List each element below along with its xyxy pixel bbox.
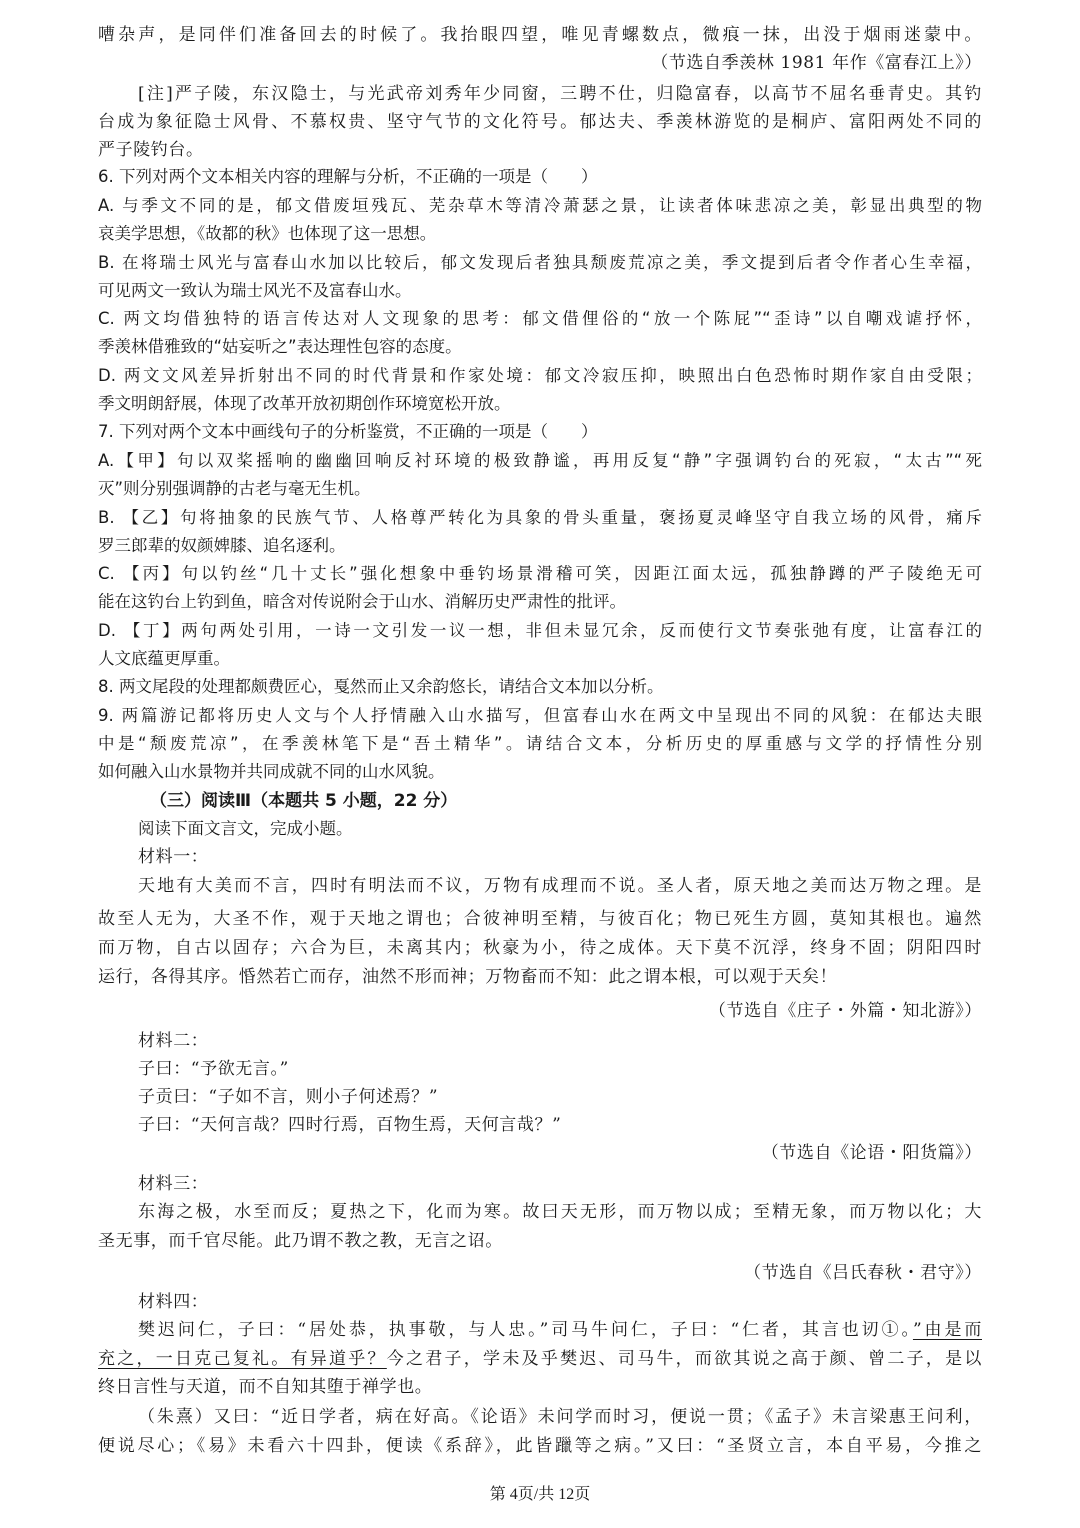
q9-stem-cont: 中是“颓废荒凉”，在季羡林笔下是“吾土精华”。请结合文本，分析历史的厚重感与文学的抒情性分别 — [98, 734, 982, 753]
q6-option-a-cont: 哀美学思想，《故都的秋》也体现了这一思想。 — [98, 224, 437, 243]
material-4-line — [98, 1345, 982, 1373]
material-4-line: 便说尽心；《易》未看六十四卦，便读《系辞》，此皆躐等之病。”又曰：“圣贤立言，本自平易，今推之 — [98, 1436, 982, 1456]
q7-stem: 7. 下列对两个文本中画线句子的分析鉴赏，不正确的一项是（ ） — [98, 422, 598, 441]
material-3-label: 材料三： — [138, 1174, 209, 1194]
material-3-source: （节选自《吕氏春秋・君守》） — [744, 1263, 982, 1283]
material-3-line: 圣无事，而千官尽能。此乃谓不教之教，无言之诏。 — [98, 1231, 503, 1251]
q7-option-d-cont: 人文底蕴更厚重。 — [98, 649, 230, 668]
page-number: 第 4页/共 12页 — [489, 1486, 591, 1503]
q8-stem: 8. 两文尾段的处理都颇费匠心，戛然而止又余韵悠长，请结合文本加以分析。 — [98, 677, 664, 696]
q9-stem: 9. 两篇游记都将历史人文与个人抒情融入山水描写，但富春山水在两文中呈现出不同的风貌：在郁达夫眼 — [98, 706, 982, 725]
material-4-label: 材料四： — [138, 1292, 209, 1312]
q6-option-d: D. 两文文风差异折射出不同的时代背景和作家处境：郁文冷寂压抑，映照出白色恐怖时期作家自由受限； — [98, 366, 982, 385]
q7-option-a-cont: 灭”则分别强调静的古老与毫无生机。 — [98, 479, 371, 498]
material-1-line: 而万物，自古以固存；六合为巨，未离其内；秋豪为小，待之成体。天下莫不沉浮，终身不固；阴阳四时 — [98, 938, 982, 958]
note-line: 严子陵钓台。 — [98, 140, 204, 160]
material-1-source: （节选自《庄子・外篇・知北游》） — [708, 1001, 982, 1021]
material-1-line: 运行，各得其序。惛然若亡而存，油然不形而神；万物畜而不知：此之谓本根，可以观于天矣！ — [98, 967, 838, 987]
q6-stem: 6. 下列对两个文本相关内容的理解与分析，不正确的一项是（ ） — [98, 167, 598, 186]
q6-option-a: A. 与季文不同的是，郁文借废垣残瓦、芜杂草木等清冷萧瑟之景，让读者体味悲凉之美，彰显出典型的物 — [98, 196, 982, 215]
q7-option-c-cont: 能在这钓台上钓到鱼，暗含对传说附会于山水、消解历史严肃性的批评。 — [98, 592, 626, 611]
material-2-source: （节选自《论语・阳货篇》） — [761, 1143, 982, 1163]
underlined-sentence: 充之，一日克己复礼。有异道乎？ — [98, 1349, 387, 1369]
underlined-sentence: ”由是而 — [912, 1320, 982, 1340]
passage-source: （节选自季羡林 1981 年作《富春江上》） — [651, 53, 982, 73]
material-1-line: 天地有大美而不言，四时有明法而不议，万物有成理而不说。圣人者，原天地之美而达万物之理。是 — [138, 876, 982, 896]
q6-option-b: B. 在将瑞士风光与富春山水加以比较后，郁文发现后者独具颓废荒凉之美，季文提到后者令作者心生幸福， — [98, 253, 982, 272]
q7-option-b: B. 【乙】句将抽象的民族气节、人格尊严转化为具象的骨头重量，褒扬夏灵峰坚守自我立场的风骨，痛斥 — [98, 508, 982, 527]
q6-option-d-cont: 季文明朗舒展，体现了改革开放初期创作环境宽松开放。 — [98, 394, 511, 413]
q7-option-a: A.【甲】句以双桨摇响的幽幽回响反衬环境的极致静谧，再用反复“静”字强调钓台的死寂，“太古”“死 — [98, 451, 982, 470]
material-4-line: 终日言性与天道，而不自知其堕于禅学也。 — [98, 1377, 433, 1397]
q9-stem-cont: 如何融入山水景物并共同成就不同的山水风貌。 — [98, 762, 445, 781]
material-2-line: 子曰：“予欲无言。” — [138, 1059, 289, 1079]
passage-line: 嘈杂声，是同伴们准备回去的时候了。我抬眼四望，唯见青螺数点，微痕一抹，出没于烟雨迷蒙中。 — [98, 25, 982, 45]
note-line: [注]严子陵，东汉隐士，与光武帝刘秀年少同窗，三聘不仕，归隐富春，以高节不屈名垂青史。其钓 — [138, 84, 982, 104]
material-2-label: 材料二： — [138, 1031, 209, 1051]
note-line: 台成为象征隐士风骨、不慕权贵、坚守气节的文化符号。郁达夫、季羡林游览的是桐庐、富阳两处不同的 — [98, 112, 982, 132]
q7-option-c: C. 【丙】句以钓丝“几十丈长”强化想象中垂钓场景滑稽可笑，因距江面太远，孤独静蹲的严子陵绝无可 — [98, 564, 982, 583]
material-3-line: 东海之极，水至而反；夏热之下，化而为寒。故曰天无形，而万物以成；至精无象，而万物以化；大 — [138, 1202, 982, 1222]
q6-option-b-cont: 可见两文一致认为瑞士风光不及富春山水。 — [98, 281, 412, 300]
q7-option-d: D. 【丁】两句两处引用，一诗一文引发一议一想，非但未显冗余，反而使行文节奏张弛有度，让富春江的 — [98, 621, 982, 640]
material-4-line: （朱熹）又曰：“近日学者，病在好高。《论语》未问学而时习，便说一贯；《孟子》未言梁惠王问利， — [138, 1407, 982, 1427]
section-instruction: 阅读下面文言文，完成小题。 — [138, 819, 353, 838]
section-heading: （三）阅读Ⅲ（本题共 5 小题，22 分） — [150, 791, 458, 811]
q6-option-c: C. 两文均借独特的语言传达对人文现象的思考：郁文借俚俗的“放一个陈屁”“歪诗”以自嘲戏谑抒怀， — [98, 309, 982, 328]
material-4-text: 樊迟问仁，子曰：“居处恭，执事敬，与人忠。”司马牛问仁，子曰：“仁者，其言也讱①。 — [138, 1320, 913, 1340]
material-2-line: 子曰：“天何言哉？四时行焉，百物生焉，天何言哉？” — [138, 1115, 562, 1135]
material-4-text: 今之君子，学未及乎樊迟、司马牛，而欲其说之高于颜、曾二子，是以 — [386, 1349, 982, 1369]
q6-option-c-cont: 季羡林借雅致的“姑妄听之”表达理性包容的态度。 — [98, 337, 462, 356]
material-1-label: 材料一： — [138, 847, 209, 867]
material-2-line: 子贡曰：“子如不言，则小子何述焉？” — [138, 1087, 439, 1107]
material-4-line — [138, 1316, 982, 1344]
material-1-line: 故至人无为，大圣不作，观于天地之谓也；合彼神明至精，与彼百化；物已死生方圆，莫知其根也。遍然 — [98, 909, 982, 929]
q7-option-b-cont: 罗三郎辈的奴颜婢膝、追名逐利。 — [98, 536, 346, 555]
